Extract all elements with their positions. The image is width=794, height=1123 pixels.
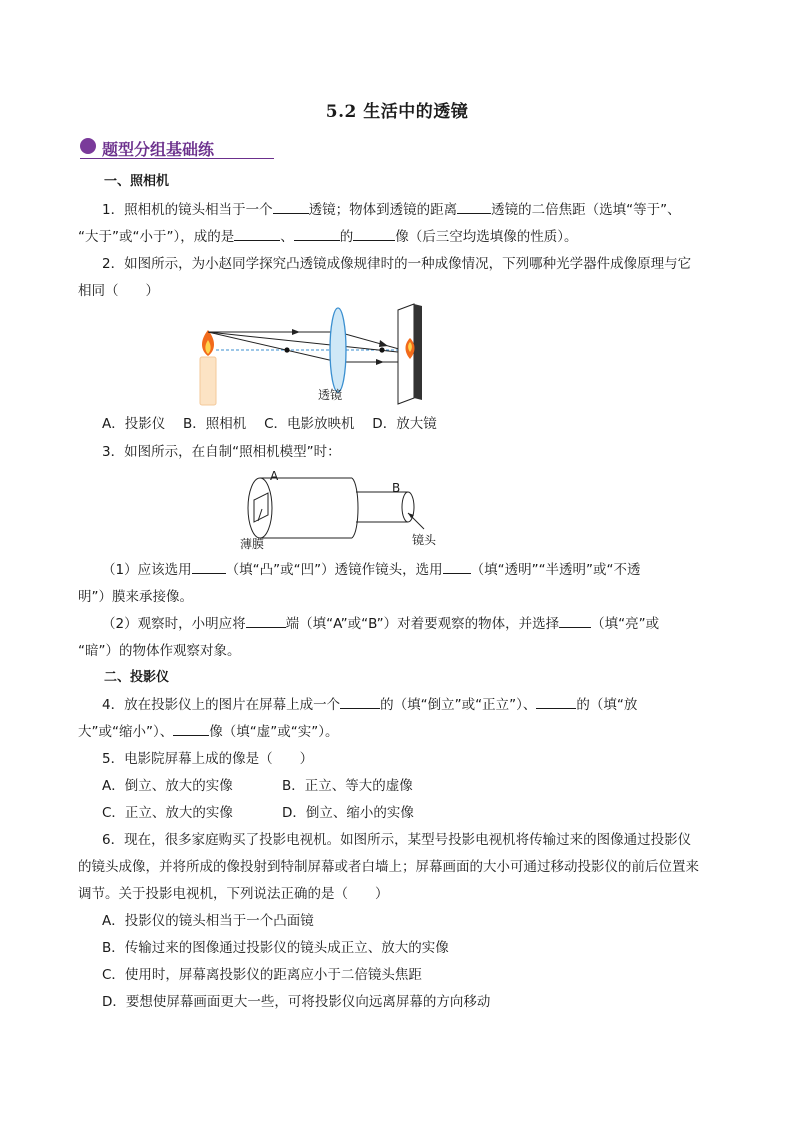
q5-option-d[interactable]: D．倒立、缩小的实像 [282, 805, 414, 821]
question-1-line-1 [102, 200, 681, 220]
q6-option-b[interactable]: B．传输过来的图像通过投影仪的镜头成正立、放大的实像 [102, 940, 449, 956]
label-b: B [392, 481, 401, 495]
q4-text-b: 的（填“倒立”或“正立”）、 [380, 697, 537, 713]
q3-blank-4[interactable] [559, 615, 591, 628]
q1-text-d: “大于”或“小于”），成的是 [78, 229, 235, 245]
question-4-line-1 [102, 695, 637, 715]
q4-text-a: 4．放在投影仪上的图片在屏幕上成一个 [102, 697, 341, 713]
q1-text-e: 、 [280, 229, 294, 245]
section-header [80, 136, 274, 159]
part-heading-projector: 二、投影仪 [104, 670, 170, 685]
q3-p1-text-a: （1）应该选用 [102, 562, 192, 578]
q1-text-f: 的 [339, 229, 354, 245]
question-6-line-3: 调节。关于投影电视机，下列说法正确的是（ ） [78, 886, 389, 902]
q1-blank-3[interactable] [234, 228, 280, 241]
question-2-line-2: 相同（ ） [78, 283, 159, 299]
q1-text-c: 透镜的二倍焦距（选填“等于”、 [491, 202, 681, 218]
question-2-line-1: 2．如图所示，为小赵同学探究凸透镜成像规律时的一种成像情况，下列哪种光学器件成像原理与它 [102, 256, 692, 272]
q6-option-d[interactable]: D．要想使屏幕画面更大一些，可将投影仪向远离屏幕的方向移动 [102, 994, 491, 1010]
q1-text-g: 像（后三空均选填像的性质）。 [395, 229, 578, 245]
question-3-part-1-line-1 [102, 560, 641, 580]
q4-blank-3[interactable] [173, 723, 209, 736]
q4-blank-2[interactable] [536, 696, 576, 709]
q3-p1-text-b: （填“凸”或“凹”）透镜作镜头，选用 [225, 562, 443, 578]
lens-label: 透镜 [318, 388, 343, 402]
candle-icon [200, 357, 216, 405]
convex-lens-icon [330, 308, 346, 392]
question-5-stem: 5．电影院屏幕上成的像是（ ） [102, 751, 314, 767]
q4-text-e: 像（填“虚”或“实”）。 [209, 724, 339, 740]
q3-p2-text-a: （2）观察时，小明应将 [102, 616, 246, 632]
question-3-part-1-line-2: 明”）膜来承接像。 [78, 589, 193, 605]
label-lens: 镜头 [412, 533, 437, 547]
q3-blank-3[interactable] [246, 615, 286, 628]
question-4-line-2 [78, 722, 338, 742]
question-3-part-2-line-2: “暗”）的物体作观察对象。 [78, 643, 241, 659]
q5-option-b[interactable]: B．正立、等大的虚像 [282, 778, 413, 794]
question-1-line-2 [78, 227, 577, 247]
question-3-part-2-line-1 [102, 614, 659, 634]
q3-blank-1[interactable] [192, 561, 226, 574]
label-a: A [270, 469, 279, 483]
q4-blank-1[interactable] [340, 696, 380, 709]
question-6-line-1: 6．现在，很多家庭购买了投影电视机。如图所示，某型号投影电视机将传输过来的图像通过投影仪 [102, 832, 692, 848]
q1-blank-2[interactable] [457, 201, 491, 214]
question-2-options: A．投影仪 B．照相机 C．电影放映机 D．放大镜 [102, 416, 437, 432]
q6-option-c[interactable]: C．使用时，屏幕离投影仪的距离应小于二倍镜头焦距 [102, 967, 422, 983]
label-film: 薄膜 [240, 537, 265, 551]
q4-text-d: 大”或“缩小”）、 [78, 724, 174, 740]
q1-text-a: 1．照相机的镜头相当于一个 [102, 202, 273, 218]
q3-p1-text-c: （填“透明”“半透明”或“不透 [470, 562, 641, 578]
q5-option-a[interactable]: A．倒立、放大的实像 [102, 778, 233, 794]
q6-option-a[interactable]: A．投影仪的镜头相当于一个凸面镜 [102, 913, 314, 929]
section-title: 题型分组基础练 [102, 140, 215, 159]
lens-imaging-figure [192, 302, 442, 408]
q1-text-b: 透镜；物体到透镜的距离 [308, 202, 458, 218]
page-title: 5.2 生活中的透镜 [325, 102, 469, 122]
bullet-circle-icon [80, 138, 96, 154]
q3-p2-text-b: 端（填“A”或“B”）对着要观察的物体，并选择 [285, 616, 560, 632]
q4-text-c: 的（填“放 [576, 697, 638, 713]
q5-option-c[interactable]: C．正立、放大的实像 [102, 805, 233, 821]
q3-p2-text-c: （填“亮”或 [591, 616, 660, 632]
q1-blank-1[interactable] [273, 201, 309, 214]
q3-blank-2[interactable] [443, 561, 471, 574]
q1-blank-4[interactable] [294, 228, 340, 241]
question-3-intro: 3．如图所示，在自制“照相机模型”时： [102, 444, 341, 460]
q1-blank-5[interactable] [353, 228, 395, 241]
part-heading-camera: 一、照相机 [104, 174, 170, 189]
question-6-line-2: 的镜头成像，并将所成的像投射到特制屏幕或者白墙上；屏幕画面的大小可通过移动投影仪的前后位置来 [78, 859, 699, 875]
